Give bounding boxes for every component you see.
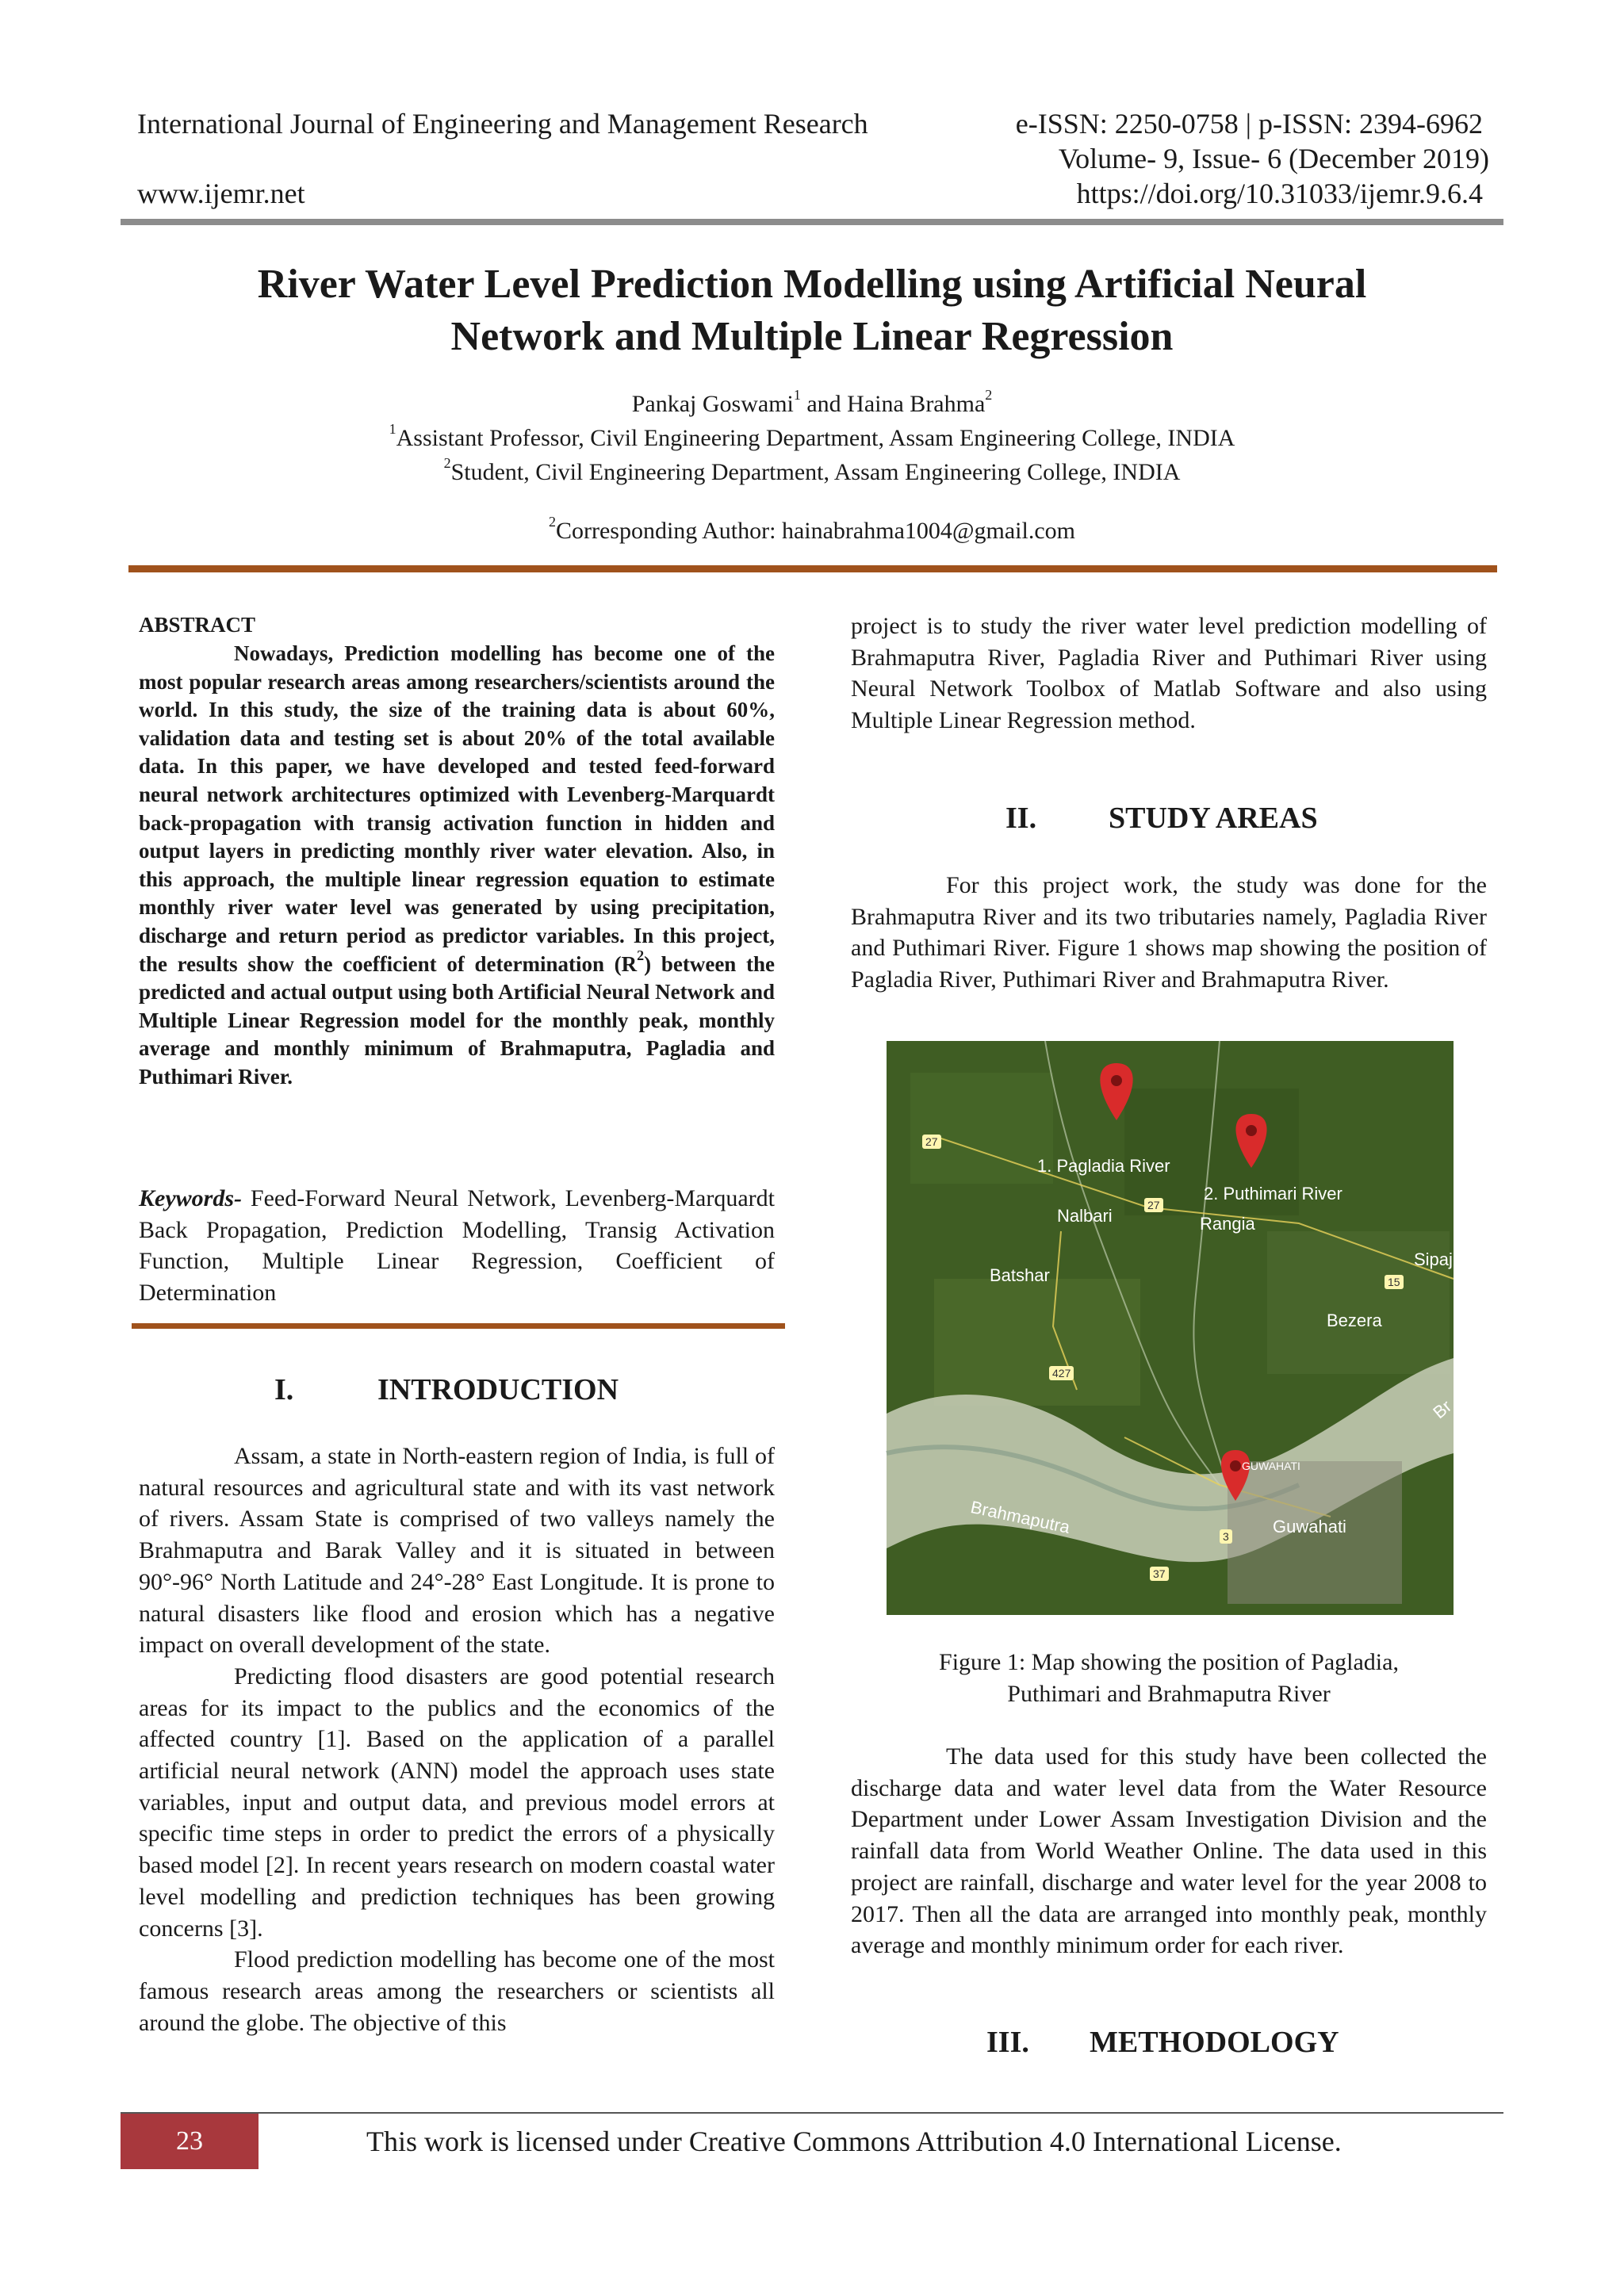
affiliation-1: $^1$Assistant Professor, Civil Engineering Department, Assam Engineering College, INDIA <box>389 421 1235 451</box>
corresponding-author: $^2$Corresponding Author: hainabrahma1004@gmail.com <box>548 514 1075 544</box>
map-label-br: Br <box>1429 1395 1456 1423</box>
intro-paragraph-2: Predicting flood disasters are good potential research areas for its impact to the publics and the economics of the affected country [1]. Based on the application of a parallel artificial neural network (ANN) model the approach uses state variables, input and output data, and previous model errors at specific time steps in order to predict the errors of a physically based model [2]. In recent years research on modern coastal water level modelling and prediction techniques has been growing concerns [3]. <box>139 1663 775 1942</box>
issn: e-ISSN: 2250-0758 | p-ISSN: 2394-6962 <box>1015 108 1483 140</box>
figure-1-caption: Figure 1: Map showing the position of Pagladia, Puthimari and Brahmaputra River <box>939 1649 1399 1707</box>
study-area-map <box>887 1041 1463 1615</box>
title-rule <box>128 565 1497 572</box>
map-label-pagladia: 1. Pagladia River <box>1037 1156 1170 1176</box>
author-line: Pankaj Goswami$^1$ and Haina Brahma$^2$ <box>631 387 993 417</box>
map-label-guwahati-small: GUWAHATI <box>1242 1460 1300 1472</box>
map-label-puthimari: 2. Puthimari River <box>1204 1184 1342 1203</box>
page-number: 23 <box>121 2114 259 2169</box>
license-notice[interactable]: This work is licensed under Creative Commons Attribution 4.0 International License. <box>366 2126 1342 2157</box>
map-label-rangia: Rangia <box>1200 1214 1255 1234</box>
title-line-1: River Water Level Prediction Modelling using Artificial Neural <box>257 262 1367 307</box>
abstract-rule <box>132 1323 785 1329</box>
map-label-sipajh: Sipajh <box>1414 1249 1463 1269</box>
website[interactable]: www.ijemr.net <box>137 178 305 209</box>
abstract-body: Nowadays, Prediction modelling has become one of the most popular research areas among researchers/scientists around the world. In this study, the size of the training data is about 60%, validation data and testing set is about 20% of the total available data. In this paper, we have developed and tested feed-forward neural network architectures optimized with Levenberg-Marquardt back-propagation with transig activation function in hidden and output layers in predicting monthly river water elevation. Also, in this approach, the multiple linear regression equation to estimate monthly river water level was generated by using precipitation, discharge and return period as predictor variables. In this project, the results show the coefficient of determination $(R^2)$ between the predicted and actual output using both Artificial Neural Network and Multiple Linear Regression model for the monthly peak, monthly average and monthly minimum of Brahmaputra, Pagladia and Puthimari River. <box>139 641 775 1089</box>
journal-name: International Journal of Engineering and Management Research <box>137 108 868 140</box>
authors-block <box>121 387 1503 489</box>
keywords: Keywords- Feed-Forward Neural Network, Levenberg-Marquardt Back Propagation, Prediction Modelling, Transig Activation Function, Multiple Linear Regression, Coefficient of Determination <box>139 1185 775 1307</box>
map-label-guwahati: Guwahati <box>1273 1517 1346 1536</box>
data-collection-body: The data used for this study have been collected the discharge data and water level data from the Water Resource Department under Lower Assam Investigation Division and the rainfall data from World Weather Online. The data used in this project are rainfall, discharge and water level for the year 2008 to 2017. Then all the data are arranged into monthly peak, monthly average and monthly minimum order for each river. <box>851 1743 1487 1959</box>
road-marker-3: 3 <box>1220 1529 1232 1544</box>
map-label-batshar: Batshar <box>990 1265 1050 1285</box>
intro-continued: project is to study the river water level prediction modelling of Brahmaputra River, Pagladia River and Puthimari River using Neural Network Toolbox of Matlab Software and also using Multiple Linear Regression method. <box>851 613 1487 734</box>
affiliation-2: $^2$Student, Civil Engineering Department, Assam Engineering College, INDIA <box>443 455 1181 485</box>
doi[interactable]: https://doi.org/10.31033/ijemr.9.6.4 <box>1076 178 1483 209</box>
road-marker-427: 427 <box>1049 1366 1074 1380</box>
footer-rule <box>121 2112 1503 2114</box>
header-rule <box>121 219 1503 225</box>
road-marker-27b: 27 <box>1144 1198 1163 1212</box>
road-marker-37: 37 <box>1150 1567 1169 1581</box>
introduction-body <box>139 1441 775 2038</box>
map-label-brahmaputra: Brahmaputra <box>968 1497 1072 1537</box>
intro-paragraph-3: Flood prediction modelling has become one of the most famous research areas among the researchers or scientists all around the globe. The objective of this <box>139 1946 775 2036</box>
road-marker-27a: 27 <box>922 1135 941 1149</box>
section-heading-introduction: I. INTRODUCTION <box>274 1373 619 1406</box>
section-heading-study-areas: II. STUDY AREAS <box>1005 802 1318 835</box>
paper-title <box>121 258 1503 363</box>
study-areas-body: For this project work, the study was done for the Brahmaputra River and its two tributaries namely, Pagladia River and Puthimari River. Figure 1 shows map showing the position of Pagladia River, Puthimari River and Brahmaputra River. <box>851 872 1487 993</box>
abstract-heading: ABSTRACT <box>139 613 256 637</box>
title-line-2: Network and Multiple Linear Regression <box>450 314 1174 359</box>
volume-issue: Volume- 9, Issue- 6 (December 2019) <box>1058 143 1489 174</box>
map-label-bezera: Bezera <box>1327 1311 1382 1330</box>
road-marker-15: 15 <box>1385 1275 1404 1289</box>
map-label-nalbari: Nalbari <box>1057 1206 1113 1226</box>
section-heading-methodology: III. METHODOLOGY <box>986 2026 1339 2059</box>
intro-paragraph-1: Assam, a state in North-eastern region of India, is full of natural resources and agricultural state and with its vast network of rivers. Assam State is comprised of two valleys namely the Brahmaputra and Barak Valley and it is situated in between 90°-96° North Latitude and 24°-28° East Longitude. It is prone to natural disasters like flood and erosion which has a negative impact on overall development of the state. <box>139 1443 775 1659</box>
